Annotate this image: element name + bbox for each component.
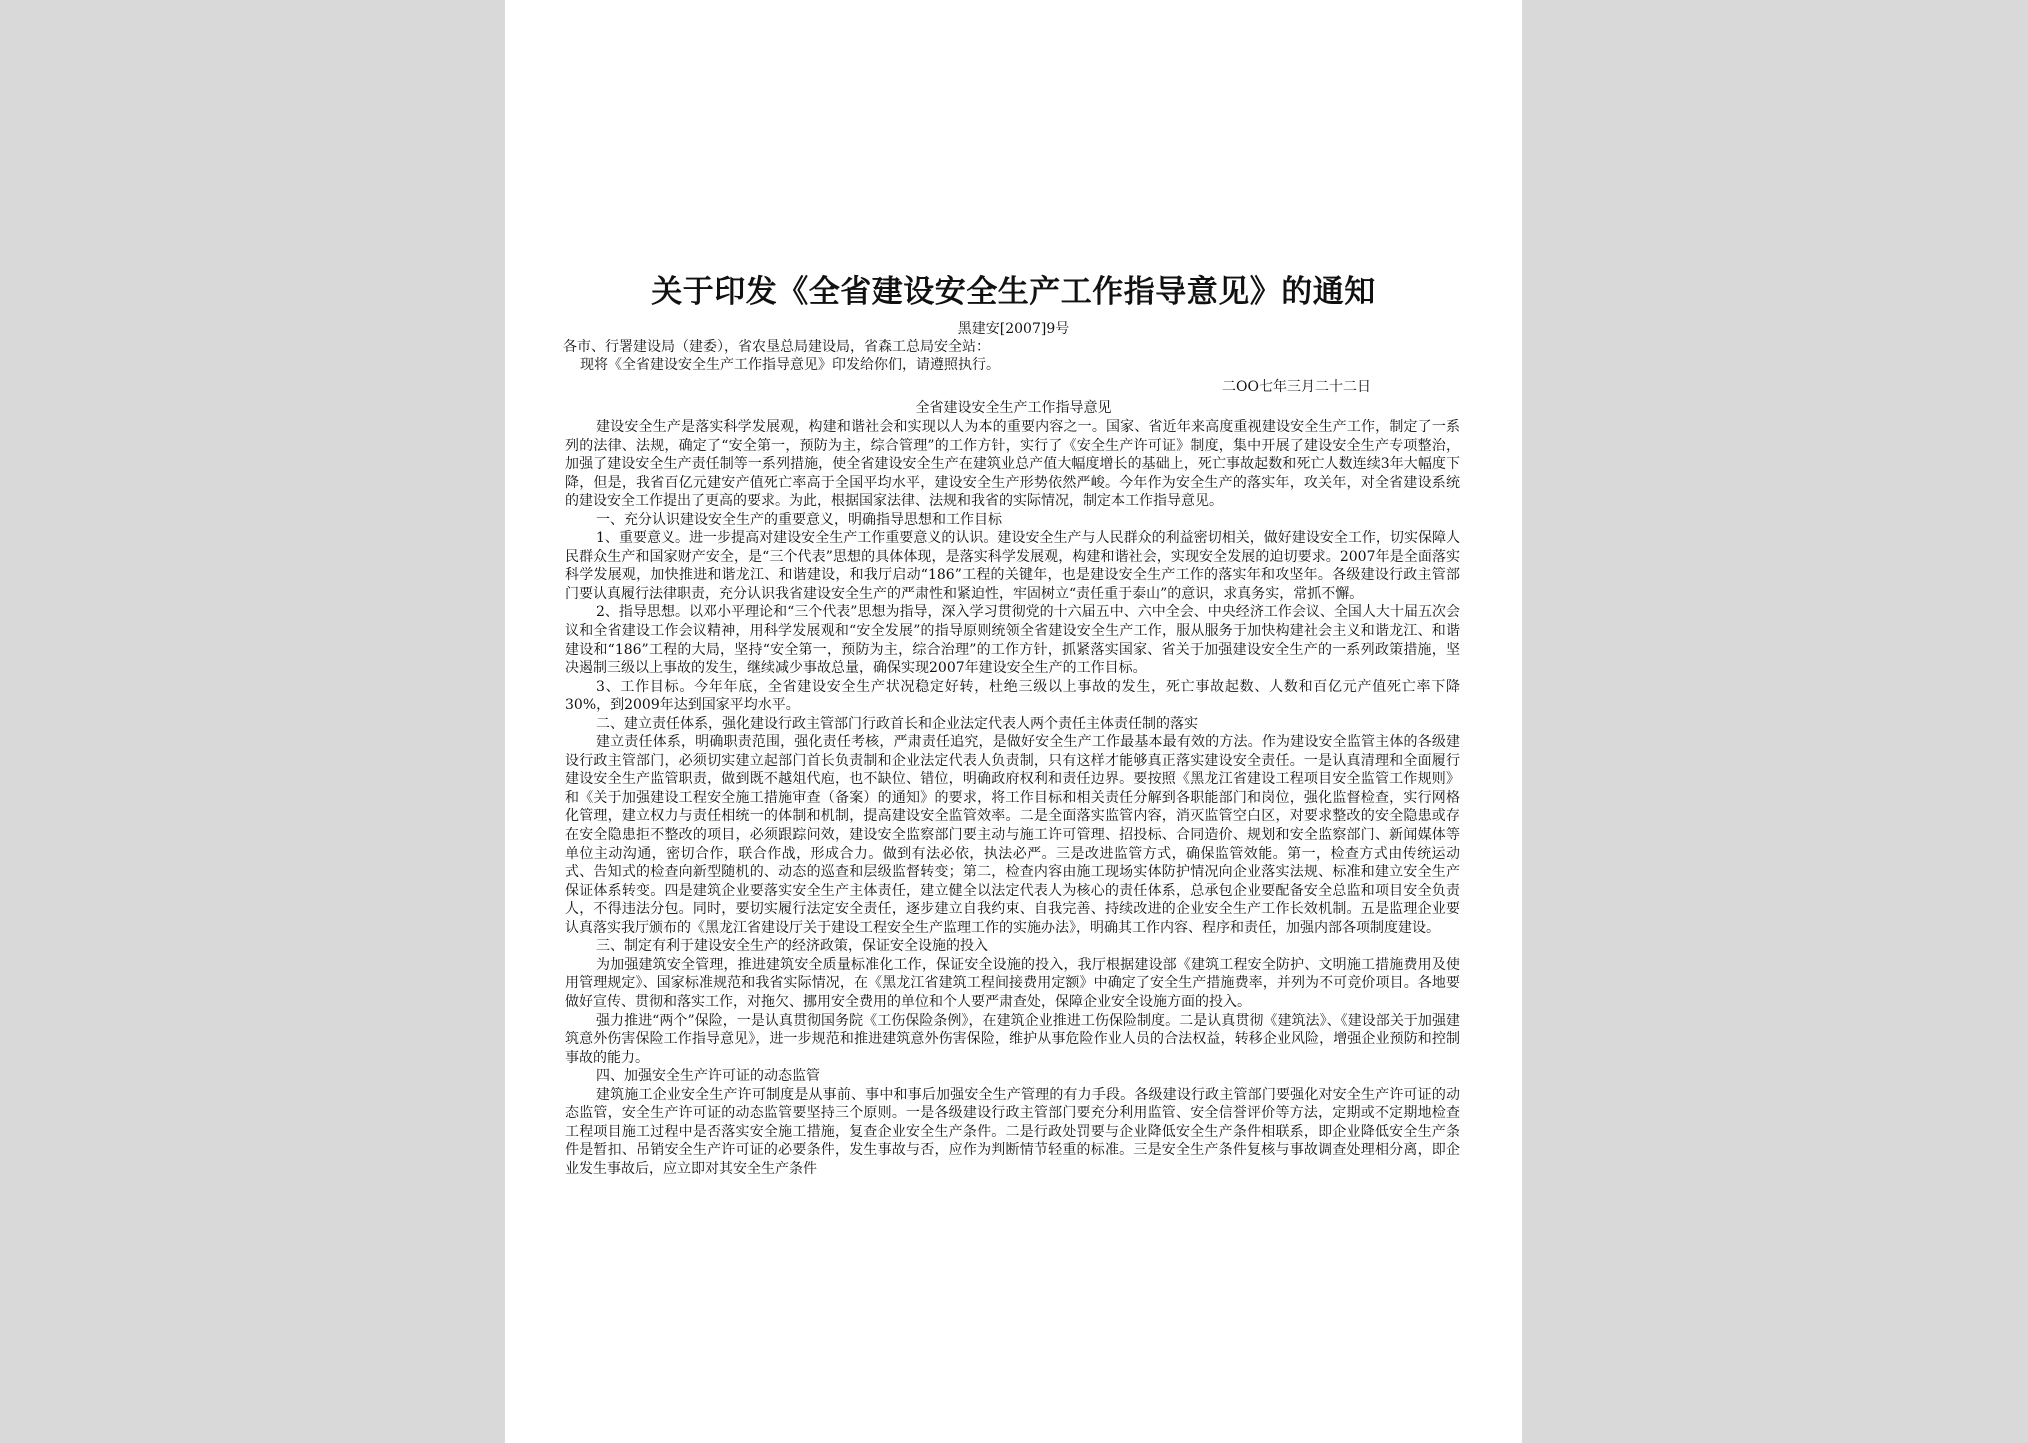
paragraph: 为加强建筑安全管理，推进建筑安全质量标准化工作，保证安全设施的投入，我厅根据建设部《建筑工程安全防护、文明施工措施费用及使用管理规定》、国家标准规范和我省实际情况，在《黑龙江省建筑工程间接费用定额》中确定了安全生产措施费率，并列为不可竞价项目。各地要做好宣传、贯彻和落实工作，对拖欠、挪用安全费用的单位和个人要严肃查处，保障企业安全设施方面的投入。: [565, 956, 1460, 1010]
document-title: 关于印发《全省建设安全生产工作指导意见》的通知: [651, 274, 1376, 310]
document-body: [565, 418, 1460, 1178]
section-heading: 一、充分认识建设安全生产的重要意义，明确指导思想和工作目标: [596, 511, 1002, 528]
paragraph: 建筑施工企业安全生产许可制度是从事前、事中和事后加强安全生产管理的有力手段。各级建设行政主管部门要强化对安全生产许可证的动态监管，安全生产许可证的动态监管要坚持三个原则。一是各级建设行政主管部门要充分利用监管、安全信誉评价等方法，定期或不定期地检查工程项目施工过程中是否落实安全施工措施，复查企业安全生产条件。二是行政处罚要与企业降低安全生产条件相联系，即企业降低安全生产条件是暂扣、吊销安全生产许可证的必要条件，发生事故与否，应作为判断情节轻重的标准。三是安全生产条件复核与事故调查处理相分离，即企业发生事故后，应立即对其安全生产条件: [565, 1086, 1460, 1177]
paragraph: 3、工作目标。今年年底，全省建设安全生产状况稳定好转，杜绝三级以上事故的发生，死亡事故起数、人数和百亿元产值死亡率下降30%，到2009年达到国家平均水平。: [565, 678, 1460, 714]
paragraph: 强力推进“两个”保险，一是认真贯彻国务院《工伤保险条例》，在建筑企业推进工伤保险制度。二是认真贯彻《建筑法》、《建设部关于加强建筑意外伤害保险工作指导意见》，进一步规范和推进建筑意外伤害保险，维护从事危险作业人员的合法权益，转移企业风险，增强企业预防和控制事故的能力。: [565, 1012, 1460, 1066]
paragraph: 1、重要意义。进一步提高对建设安全生产工作重要意义的认识。建设安全生产与人民群众的利益密切相关，做好建设安全工作，切实保障人民群众生产和国家财产安全，是“三个代表”思想的具体体现，是落实科学发展观，构建和谐社会，实现安全发展的迫切要求。2007年是全面落实科学发展观，加快推进和谐龙江、和谐建设，和我厅启动“186”工程的关键年，也是建设安全生产工作的落实年和攻坚年。各级建设行政主管部门要认真履行法律职责，充分认识我省建设安全生产的严肃性和紧迫性，牢固树立“责任重于泰山”的意识，求真务实，常抓不懈。: [565, 530, 1460, 602]
section-heading: 二、建立责任体系，强化建设行政主管部门行政首长和企业法定代表人两个责任主体责任制的落实: [596, 715, 1198, 732]
document-subtitle: 全省建设安全生产工作指导意见: [915, 400, 1112, 416]
document-number: 黑建安[2007]9号: [957, 321, 1070, 337]
paragraph: 建设安全生产是落实科学发展观，构建和谐社会和实现以人为本的重要内容之一。国家、省近年来高度重视建设安全生产工作，制定了一系列的法律、法规，确定了“安全第一，预防为主，综合管理”的工作方针，实行了《安全生产许可证》制度，集中开展了建设安全生产专项整治，加强了建设安全生产责任制等一系列措施，使全省建设安全生产在建筑业总产值大幅度增长的基础上，死亡事故起数和死亡人数连续3年大幅度下降，但是，我省百亿元建安产值死亡率高于全国平均水平，建设安全生产形势依然严峻。今年作为安全生产的落实年，攻关年，对全省建设系统的建设安全工作提出了更高的要求。为此，根据国家法律、法规和我省的实际情况，制定本工作指导意见。: [565, 419, 1460, 510]
section-heading: 三、制定有利于建设安全生产的经济政策，保证安全设施的投入: [596, 938, 988, 955]
recipients-line: 各市、行署建设局（建委），省农垦总局建设局，省森工总局安全站：: [563, 339, 990, 355]
paragraph: 建立责任体系，明确职责范围，强化责任考核，严肃责任追究，是做好安全生产工作最基本最有效的方法。作为建设安全监管主体的各级建设行政主管部门，必须切实建立起部门首长负责制和企业法定代表人负责制，只有这样才能够真正落实建设安全责任。一是认真清理和全面履行建设安全生产监管职责，做到既不越俎代庖，也不缺位、错位，明确政府权利和责任边界。要按照《黑龙江省建设工程项目安全监管工作规则》和《关于加强建设工程安全施工措施审查（备案）的通知》的要求，将工作目标和相关责任分解到各职能部门和岗位，强化监督检查，实行网格化管理，建立权力与责任相统一的体制和机制，提高建设安全监管效率。二是全面落实监管内容，消灭监管空白区，对要求整改的安全隐患或存在安全隐患拒不整改的项目，必须跟踪问效，建设安全监察部门要主动与施工许可管理、招投标、合同造价、规划和安全监察部门、新闻媒体等单位主动沟通，密切合作，联合作战，形成合力。做到有法必依，执法必严。三是改进监管方式，确保监管效能。第一，检查方式由传统运动式、告知式的检查向新型随机的、动态的巡查和层级监督转变；第二，检查内容由施工现场实体防护情况向企业落实法规、标准和建立安全生产保证体系转变。四是建筑企业要落实安全生产主体责任，建立健全以法定代表人为核心的责任体系，总承包企业要配备安全总监和项目安全负责人，不得违法分包。同时，要切实履行法定安全责任，逐步建立自我约束、自我完善、持续改进的企业安全生产工作长效机制。五是监理企业要认真落实我厅颁布的《黑龙江省建设厅关于建设工程安全生产监理工作的实施办法》，明确其工作内容、程序和责任，加强内部各项制度建设。: [565, 734, 1460, 936]
document-page[interactable]: [505, 0, 1522, 1443]
section-heading: 四、加强安全生产许可证的动态监管: [596, 1068, 820, 1085]
issue-date: 二OO七年三月二十二日: [1222, 379, 1371, 395]
forward-line: 现将《全省建设安全生产工作指导意见》印发给你们，请遵照执行。: [580, 357, 1000, 373]
paragraph: 2、指导思想。以邓小平理论和“三个代表”思想为指导，深入学习贯彻党的十六届五中、六中全会、中央经济工作会议、全国人大十届五次会议和全省建设工作会议精神，用科学发展观和“安全发展”的指导原则统领全省建设安全生产工作，服从服务于加快构建社会主义和谐龙江、和谐建设和“186”工程的大局，坚持“安全第一，预防为主，综合治理”的工作方针，抓紧落实国家、省关于加强建设安全生产的一系列政策措施，坚决遏制三级以上事故的发生，继续减少事故总量，确保实现2007年建设安全生产的工作目标。: [565, 604, 1460, 677]
